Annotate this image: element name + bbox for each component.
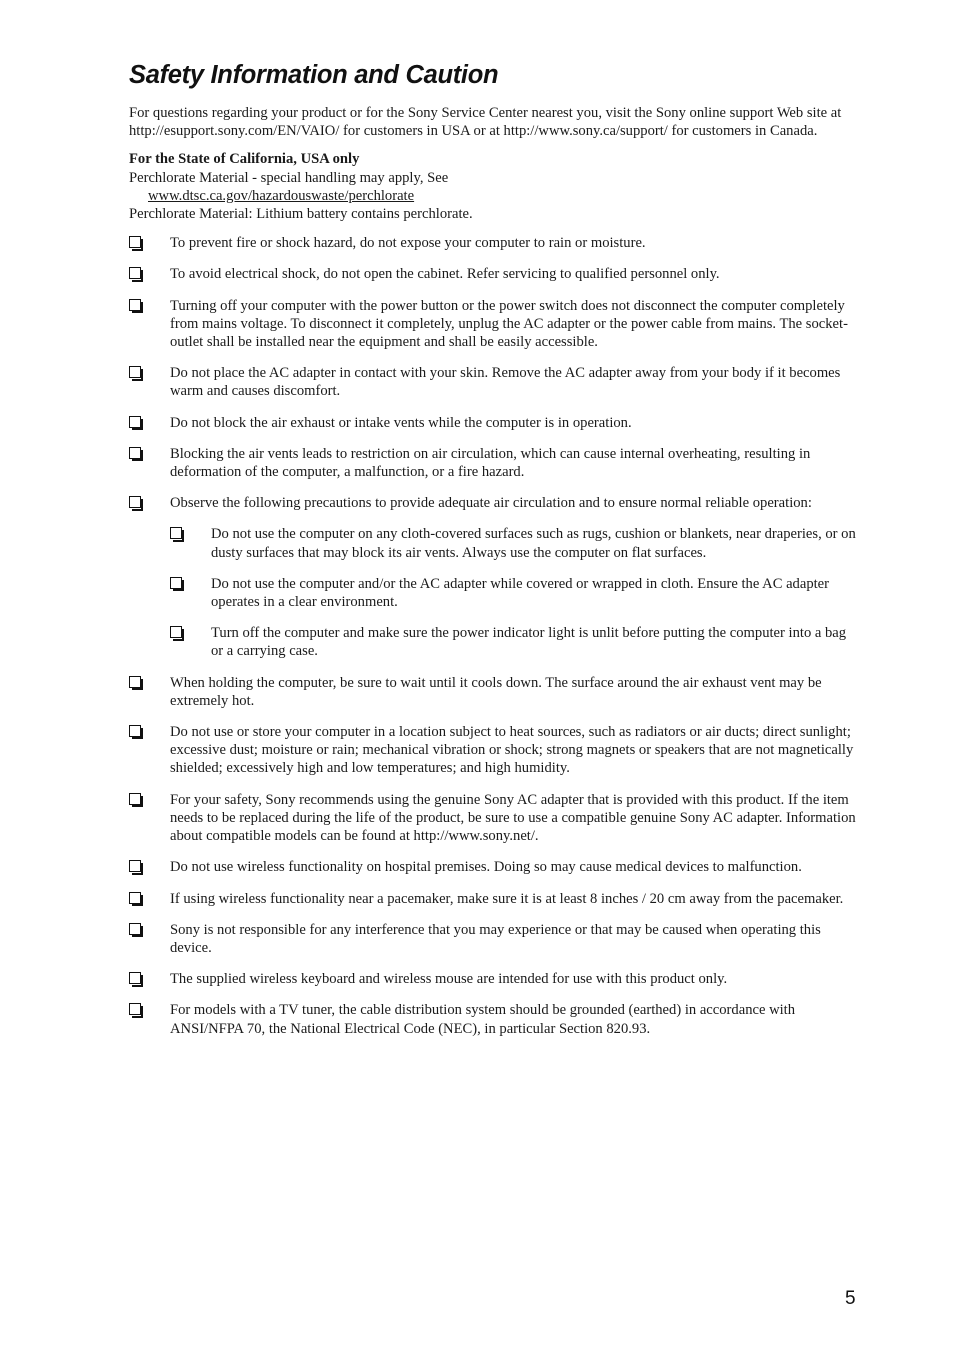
checkbox-bullet-icon (129, 299, 141, 311)
list-item: Do not use wireless functionality on hospital premises. Doing so may cause medical devices to malfunction. (129, 858, 856, 876)
checkbox-bullet-icon (129, 447, 141, 459)
list-item: When holding the computer, be sure to wait until it cools down. The surface around the air exhaust vent may be extremely hot. (129, 674, 856, 710)
checkbox-bullet-icon (129, 892, 141, 904)
perchlorate-link[interactable]: www.dtsc.ca.gov/hazardouswaste/perchlorate (148, 187, 415, 204)
checkbox-bullet-icon (129, 793, 141, 805)
page-title: Safety Information and Caution (129, 61, 499, 89)
checkbox-bullet-icon (170, 626, 182, 638)
checkbox-bullet-icon (129, 923, 141, 935)
list-item: Do not block the air exhaust or intake vents while the computer is in operation. (129, 414, 856, 432)
list-item: Observe the following precautions to provide adequate air circulation and to ensure normal reliable operation: Do not use the computer on any cloth-covered surfaces such as rugs, cushion or blankets, near draperies, or on dusty surfaces that may block its air vents. Always use the computer on flat surfaces. Do not use the computer and/or the AC adapter while covered or wrapped in cloth. Ensure the AC adapter operates in a clear environment. Turn off the computer and make sure the power indicator light is unlit before putting the computer into a bag or a carrying case. (129, 494, 856, 660)
checkbox-bullet-icon (129, 366, 141, 378)
california-notice (129, 150, 856, 223)
sub-list-item: Turn off the computer and make sure the power indicator light is unlit before putting the computer into a bag or a carrying case. (170, 624, 856, 660)
precautions-sublist (170, 525, 856, 660)
list-item: Do not use or store your computer in a location subject to heat sources, such as radiators or air ducts; direct sunlight; excessive dust; moisture or rain; mechanical vibration or shock; strong magnets or speakers that are not magnetically shielded; excessively high and low temperatures; and high humidity. (129, 723, 856, 778)
sub-list-item: Do not use the computer on any cloth-covered surfaces such as rugs, cushion or blankets, near draperies, or on dusty surfaces that may block its air vents. Always use the computer on flat surfaces. (170, 525, 856, 561)
list-item: Sony is not responsible for any interference that you may experience or that may be caused when operating this device. (129, 921, 856, 957)
checkbox-bullet-icon (129, 676, 141, 688)
list-item: If using wireless functionality near a pacemaker, make sure it is at least 8 inches / 20 cm away from the pacemaker. (129, 890, 856, 908)
checkbox-bullet-icon (129, 496, 141, 508)
checkbox-bullet-icon (129, 236, 141, 248)
list-item: Do not place the AC adapter in contact with your skin. Remove the AC adapter away from your body if it becomes warm and causes discomfort. (129, 364, 856, 400)
list-item: For models with a TV tuner, the cable distribution system should be grounded (earthed) in accordance with ANSI/NFPA 70, the National Electrical Code (NEC), in particular Section 820.93. (129, 1001, 856, 1037)
checkbox-bullet-icon (129, 725, 141, 737)
checkbox-bullet-icon (129, 972, 141, 984)
list-item: Blocking the air vents leads to restriction on air circulation, which can cause internal overheating, resulting in deformation of the computer, a malfunction, or a fire hazard. (129, 445, 856, 481)
checkbox-bullet-icon (129, 267, 141, 279)
list-item: To avoid electrical shock, do not open the cabinet. Refer servicing to qualified personnel only. (129, 265, 856, 283)
list-item: For your safety, Sony recommends using the genuine Sony AC adapter that is provided with this product. If the item needs to be replaced during the life of the product, be sure to use a compatible genuine Sony AC adapter. Information about compatible models can be found at http://www.sony.net/. (129, 791, 856, 846)
checkbox-bullet-icon (170, 577, 182, 589)
perchlorate-line-1: Perchlorate Material - special handling may apply, See (129, 169, 449, 186)
sub-list-item: Do not use the computer and/or the AC adapter while covered or wrapped in cloth. Ensure the AC adapter operates in a clear environment. (170, 575, 856, 611)
list-item: The supplied wireless keyboard and wireless mouse are intended for use with this product only. (129, 970, 856, 988)
safety-list (129, 234, 856, 1038)
page-number: 5 (845, 1288, 856, 1309)
perchlorate-line-2: Perchlorate Material: Lithium battery contains perchlorate. (129, 206, 473, 223)
list-item: Turning off your computer with the power button or the power switch does not disconnect the computer completely from mains voltage. To disconnect it completely, unplug the AC adapter or the power cable from mains. The socket-outlet shall be installed near the equipment and shall be easily accessible. (129, 297, 856, 352)
checkbox-bullet-icon (129, 1003, 141, 1015)
checkbox-bullet-icon (129, 860, 141, 872)
checkbox-bullet-icon (129, 416, 141, 428)
california-heading: For the State of California, USA only (129, 151, 360, 168)
intro-paragraph: For questions regarding your product or for the Sony Service Center nearest you, visit the Sony online support Web site at http://esupport.sony.com/EN/VAIO/ for customers in USA or at http://www.sony.ca/support/ for customers in Canada. (129, 105, 842, 140)
checkbox-bullet-icon (170, 527, 182, 539)
document-page (129, 58, 856, 1051)
list-item: To prevent fire or shock hazard, do not expose your computer to rain or moisture. (129, 234, 856, 252)
